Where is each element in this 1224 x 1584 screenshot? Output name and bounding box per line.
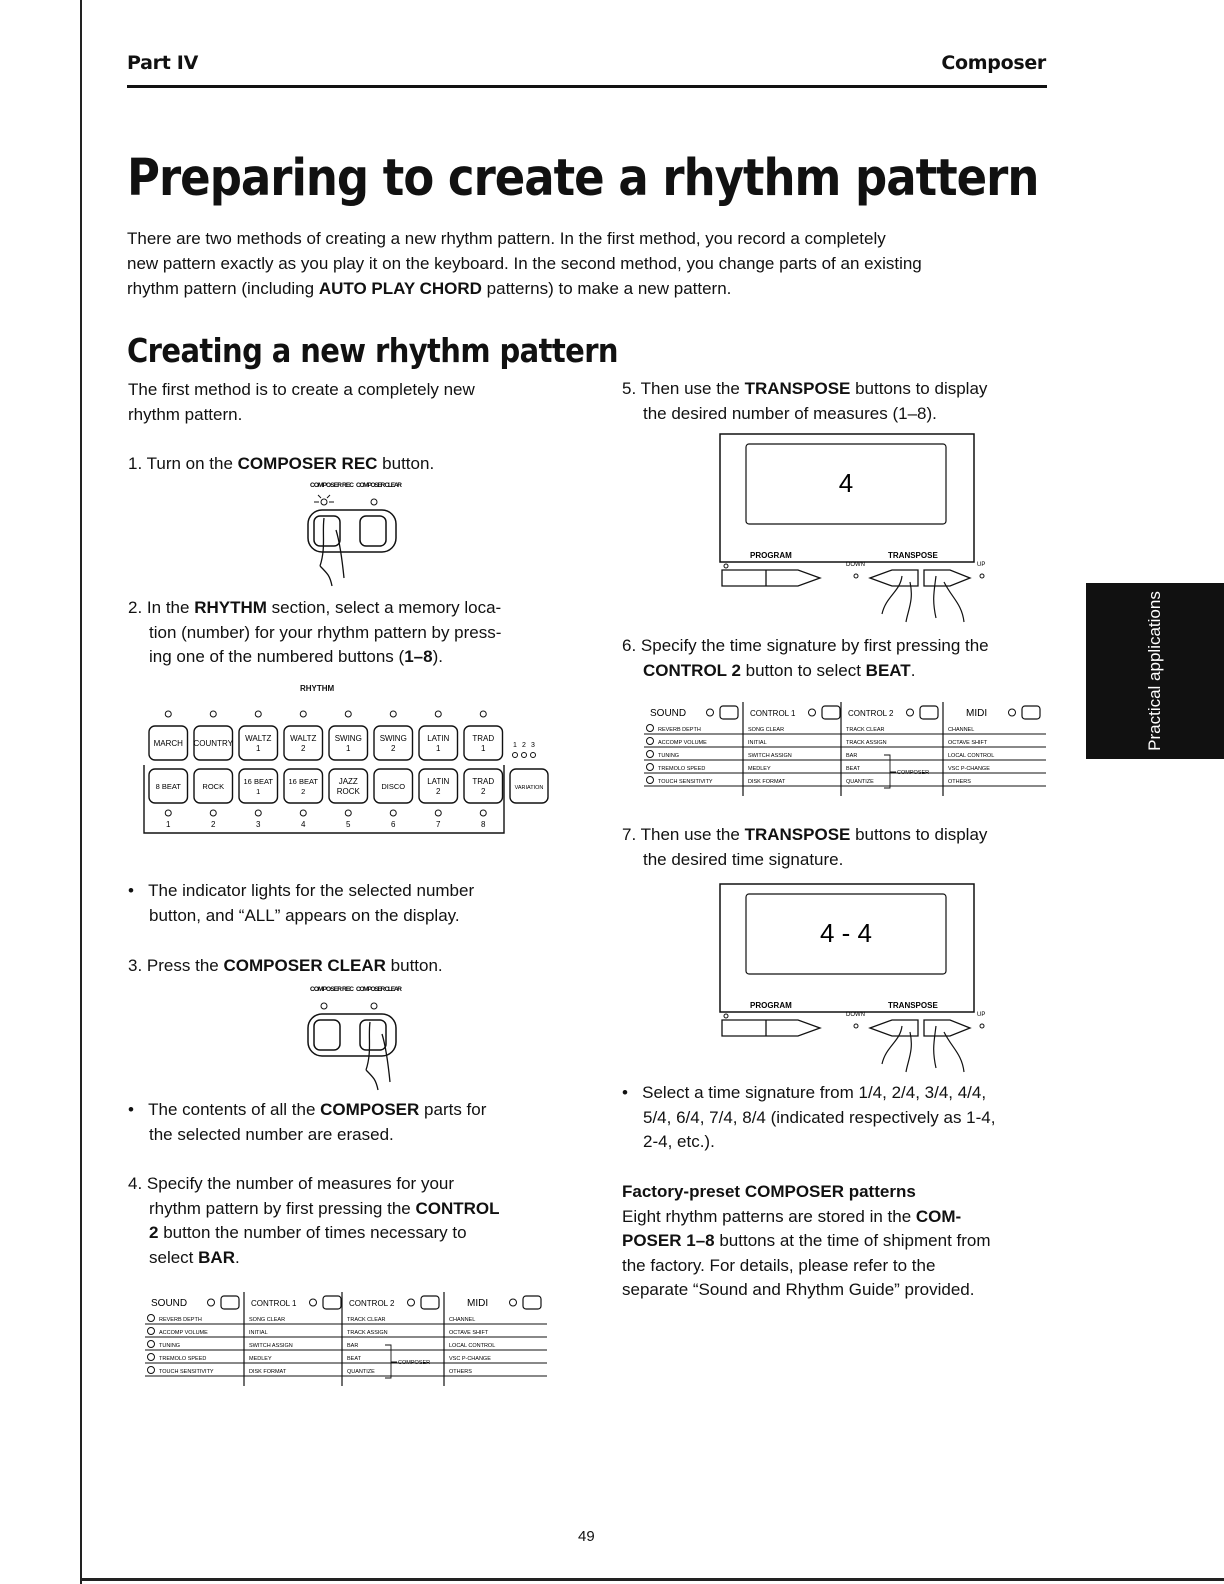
down-indicator-icon <box>854 574 858 578</box>
control-option: BEAT <box>846 766 860 772</box>
composer-rec-label: COMPOSER REC <box>310 482 354 489</box>
control-option: OCTAVE SHIFT <box>449 1330 489 1336</box>
factory-preset-title: Factory-preset COMPOSER patterns <box>622 1182 916 1201</box>
rhythm-button[interactable] <box>239 726 278 760</box>
rhythm-button-label: WALTZ <box>245 734 272 743</box>
transpose-label: TRANSPOSE <box>888 1001 938 1010</box>
row1-indicator-icon <box>210 711 216 717</box>
control-header: SOUND <box>151 1298 188 1309</box>
left-intro: The first method is to create a completely new rhythm pattern. <box>128 380 475 424</box>
rhythm-frame <box>144 765 504 833</box>
sound-indicator-icon <box>647 777 654 784</box>
section-title: Creating a new rhythm pattern <box>127 332 618 371</box>
pointing-hands-icon <box>882 576 964 622</box>
control-button[interactable] <box>720 706 738 719</box>
sound-indicator-icon <box>148 1354 155 1361</box>
pointing-hands-icon <box>882 1026 964 1072</box>
sound-indicator-icon <box>148 1315 155 1322</box>
up-indicator-icon <box>980 574 984 578</box>
control-option: OCTAVE SHIFT <box>948 740 988 746</box>
control-indicator-icon <box>907 709 914 716</box>
control-option: BAR <box>846 753 858 759</box>
composer-rec-button-2[interactable] <box>314 1020 340 1050</box>
control-option: TUNING <box>658 753 680 759</box>
header-part: Part IV <box>127 52 198 74</box>
rhythm-button-label: 8 BEAT <box>155 782 181 791</box>
control-option: BEAT <box>347 1356 361 1362</box>
control-option: ACCOMP VOLUME <box>658 740 707 746</box>
control-option: TOUCH SENSITIVITY <box>658 779 713 785</box>
control-panel-right <box>644 700 1049 800</box>
rhythm-button-label: DISCO <box>381 782 406 791</box>
row1-indicator-icon <box>390 711 396 717</box>
variation-indicator-icon <box>513 753 518 758</box>
control-option: VSC P-CHANGE <box>449 1356 491 1362</box>
step-4: 4. Specify the number of measures for your rhythm pattern by first pressing the CONTROL 2 button the number of times necessary to select BAR. <box>128 1174 500 1267</box>
sound-indicator-icon <box>148 1367 155 1374</box>
control-option: OTHERS <box>948 779 971 785</box>
control-indicator-icon <box>1009 709 1016 716</box>
bullet-erased: • The contents of all the COMPOSER parts for the selected number are erased. <box>128 1100 487 1144</box>
control-option: MEDLEY <box>249 1356 272 1362</box>
control-option: VSC P-CHANGE <box>948 766 990 772</box>
control-button[interactable] <box>523 1296 541 1309</box>
step-5: 5. Then use the TRANSPOSE buttons to display the desired number of measures (1–8). <box>622 379 988 423</box>
rhythm-button-label: LATIN <box>427 734 450 743</box>
variation-indicator-icon <box>522 753 527 758</box>
memory-number: 2 <box>211 820 216 829</box>
composer-bracket-label: COMPOSER <box>897 770 930 776</box>
sound-indicator-icon <box>148 1328 155 1335</box>
page-frame <box>80 0 82 1584</box>
control-option: TRACK ASSIGN <box>347 1330 388 1336</box>
control-option: TRACK ASSIGN <box>846 740 887 746</box>
intro-paragraph: There are two methods of creating a new rhythm pattern. In the first method, you record a completely new pattern exactly as you play it on the keyboard. In the second method, you change parts of an existing rhythm pattern (including AUTO PLAY CHORD patterns) to make a new pattern. <box>127 229 922 298</box>
rhythm-button-label: 2 <box>391 744 396 753</box>
rhythm-button-label: 2 <box>301 744 306 753</box>
header-rule <box>127 85 1047 88</box>
variation-button-label: VARIATION <box>514 785 544 791</box>
variation-indicator-icon <box>531 753 536 758</box>
control-option: TUNING <box>159 1343 181 1349</box>
rhythm-button-label: ROCK <box>336 787 360 796</box>
rhythm-button-label: 16 BEAT <box>288 777 318 786</box>
sound-indicator-icon <box>647 764 654 771</box>
control-option: OTHERS <box>449 1369 472 1375</box>
program-indicator-icon <box>724 564 728 568</box>
program-indicator-icon <box>724 1014 728 1018</box>
control-header: CONTROL 2 <box>349 1299 395 1308</box>
composer-buttons-diagram-2 <box>300 982 410 1094</box>
factory-preset-section: Factory-preset COMPOSER patterns Eight rhythm patterns are stored in the COM- POSER 1–8 buttons at the time of shipment from the factory. For details, please refer to the separate “Sound and Rhythm Guide” provided. <box>622 1182 991 1299</box>
display-frame <box>720 434 974 562</box>
control-option: INITIAL <box>249 1330 268 1336</box>
memory-indicator-icon <box>345 810 351 816</box>
control-indicator-icon <box>208 1299 215 1306</box>
program-label: PROGRAM <box>750 1001 792 1010</box>
rhythm-button-label: 1 <box>436 744 441 753</box>
control-option: SWITCH ASSIGN <box>748 753 792 759</box>
variation-number: 2 <box>522 742 526 749</box>
memory-number: 6 <box>391 820 396 829</box>
control-button[interactable] <box>1022 706 1040 719</box>
step-6: 6. Specify the time signature by first pressing the CONTROL 2 button to select BEAT. <box>622 636 989 680</box>
transpose-label: TRANSPOSE <box>888 551 938 560</box>
composer-bracket-label: COMPOSER <box>398 1360 431 1366</box>
rhythm-button-label: 1 <box>256 744 261 753</box>
control-option: QUANTIZE <box>347 1369 375 1375</box>
bullet-indicator: • The indicator lights for the selected number button, and “ALL” appears on the display. <box>128 881 475 925</box>
bullet-time-signature: • Select a time signature from 1/4, 2/4, 3/4, 4/4, 5/4, 6/4, 7/4, 8/4 (indicated respectively as 1-4, 2-4, etc.). <box>622 1083 996 1151</box>
rhythm-button-label: 2 <box>436 787 441 796</box>
down-label: DOWN <box>846 1012 865 1018</box>
rhythm-button-label: WALTZ <box>290 734 317 743</box>
control-button[interactable] <box>421 1296 439 1309</box>
composer-buttons-diagram <box>300 478 410 590</box>
control-option: DISK FORMAT <box>249 1369 287 1375</box>
rhythm-button[interactable] <box>284 769 323 803</box>
up-indicator-icon <box>980 1024 984 1028</box>
rhythm-button[interactable] <box>464 769 503 803</box>
control-header: MIDI <box>966 708 988 719</box>
control-header: CONTROL 1 <box>750 709 796 718</box>
control-option: ACCOMP VOLUME <box>159 1330 208 1336</box>
memory-number: 7 <box>436 820 441 829</box>
program-label: PROGRAM <box>750 551 792 560</box>
step-1: 1. Turn on the COMPOSER REC button. <box>128 454 435 473</box>
control-option: SONG CLEAR <box>249 1317 286 1323</box>
memory-number: 8 <box>481 820 486 829</box>
control-header: MIDI <box>467 1298 489 1309</box>
rhythm-panel-title: RHYTHM <box>300 684 335 693</box>
rhythm-button[interactable] <box>419 769 458 803</box>
memory-number: 1 <box>166 820 171 829</box>
rhythm-button-label: JAZZ <box>338 777 358 786</box>
control-option: QUANTIZE <box>846 779 874 785</box>
control-option: DISK FORMAT <box>748 779 786 785</box>
control-header: CONTROL 1 <box>251 1299 297 1308</box>
control-option: INITIAL <box>748 740 767 746</box>
page-number: 49 <box>578 1528 595 1545</box>
control-option: MEDLEY <box>748 766 771 772</box>
row1-indicator-icon <box>165 711 171 717</box>
rhythm-button-label: 2 <box>301 787 306 796</box>
page-title: Preparing to create a rhythm pattern <box>127 148 1039 208</box>
rhythm-button-label: SWING <box>334 734 362 743</box>
composer-clear-button[interactable] <box>360 516 386 546</box>
rhythm-button-label: 1 <box>481 744 486 753</box>
rhythm-button[interactable] <box>284 726 323 760</box>
row1-indicator-icon <box>480 711 486 717</box>
rhythm-button[interactable] <box>464 726 503 760</box>
rhythm-button-label: LATIN <box>427 777 450 786</box>
rhythm-button-label: ROCK <box>202 782 225 791</box>
control-indicator-icon <box>310 1299 317 1306</box>
rhythm-button-label: COUNTRY <box>193 739 233 748</box>
display-transpose-2 <box>710 880 1000 1080</box>
step-7: 7. Then use the TRANSPOSE buttons to display the desired time signature. <box>622 825 988 869</box>
down-indicator-icon <box>854 1024 858 1028</box>
control-option: SONG CLEAR <box>748 727 785 733</box>
display-transpose-1 <box>710 430 1000 630</box>
rhythm-button-label: TRAD <box>472 777 495 786</box>
clear-indicator-icon <box>371 499 377 505</box>
memory-indicator-icon <box>165 810 171 816</box>
control-option: TOUCH SENSITIVITY <box>159 1369 214 1375</box>
memory-number: 3 <box>256 820 261 829</box>
control-header: SOUND <box>650 708 687 719</box>
control-option: TREMOLO SPEED <box>658 766 706 772</box>
rhythm-panel <box>140 705 560 840</box>
memory-indicator-icon <box>210 810 216 816</box>
control-option: SWITCH ASSIGN <box>249 1343 293 1349</box>
control-option: CHANNEL <box>948 727 975 733</box>
control-option: REVERB DEPTH <box>159 1317 202 1323</box>
rhythm-button-label: 2 <box>481 787 486 796</box>
sound-indicator-icon <box>647 738 654 745</box>
up-label: UP <box>977 562 986 568</box>
control-button[interactable] <box>323 1296 341 1309</box>
memory-indicator-icon <box>390 810 396 816</box>
row1-indicator-icon <box>255 711 261 717</box>
control-indicator-icon <box>510 1299 517 1306</box>
rhythm-button-label: SWING <box>379 734 407 743</box>
lcd-value: 4 - 4 <box>819 918 873 948</box>
memory-number: 4 <box>301 820 306 829</box>
memory-number: 5 <box>346 820 351 829</box>
lcd-value: 4 <box>838 468 854 498</box>
control-option: TRACK CLEAR <box>846 727 885 733</box>
control-button[interactable] <box>920 706 938 719</box>
rhythm-button-label: MARCH <box>153 739 183 748</box>
composer-clear-label-2: COMPOSER CLEAR <box>356 986 402 993</box>
down-label: DOWN <box>846 562 865 568</box>
variation-number: 1 <box>513 742 517 749</box>
rhythm-button-label: 16 BEAT <box>243 777 273 786</box>
transpose-up-button[interactable] <box>924 570 970 586</box>
sound-indicator-icon <box>647 751 654 758</box>
control-option: REVERB DEPTH <box>658 727 701 733</box>
rhythm-button-label: 1 <box>256 787 261 796</box>
sound-indicator-icon <box>148 1341 155 1348</box>
rhythm-button[interactable] <box>329 726 368 760</box>
row1-indicator-icon <box>300 711 306 717</box>
control-option: TRACK CLEAR <box>347 1317 386 1323</box>
control-option: TREMOLO SPEED <box>159 1356 207 1362</box>
step-3: 3. Press the COMPOSER CLEAR button. <box>128 956 443 975</box>
control-option: CHANNEL <box>449 1317 476 1323</box>
control-option: LOCAL CONTROL <box>948 753 995 759</box>
memory-indicator-icon <box>255 810 261 816</box>
composer-clear-label: COMPOSER CLEAR <box>356 482 402 489</box>
side-tab: Practical applications <box>1086 583 1224 759</box>
memory-indicator-icon <box>300 810 306 816</box>
rhythm-button[interactable] <box>419 726 458 760</box>
control-option: BAR <box>347 1343 359 1349</box>
rhythm-button[interactable] <box>329 769 368 803</box>
control-indicator-icon <box>408 1299 415 1306</box>
sound-indicator-icon <box>647 725 654 732</box>
control-button[interactable] <box>822 706 840 719</box>
program-button[interactable] <box>722 1020 820 1036</box>
rhythm-button-label: TRAD <box>472 734 495 743</box>
memory-indicator-icon <box>480 810 486 816</box>
transpose-up-button[interactable] <box>924 1020 970 1036</box>
row1-indicator-icon <box>435 711 441 717</box>
control-panel-left <box>145 1290 550 1390</box>
control-indicator-icon <box>707 709 714 716</box>
rhythm-button[interactable] <box>239 769 278 803</box>
control-button[interactable] <box>221 1296 239 1309</box>
rhythm-button[interactable] <box>374 726 413 760</box>
rhythm-button-label: 1 <box>346 744 351 753</box>
control-header: CONTROL 2 <box>848 709 894 718</box>
control-option: LOCAL CONTROL <box>449 1343 496 1349</box>
row1-indicator-icon <box>345 711 351 717</box>
memory-indicator-icon <box>435 810 441 816</box>
rec-indicator-icon <box>321 499 327 505</box>
page-frame-bottom <box>80 1578 1224 1581</box>
header-section: Composer <box>941 52 1046 74</box>
variation-number: 3 <box>531 742 535 749</box>
step-2: 2. In the RHYTHM section, select a memory loca- tion (number) for your rhythm pattern by press- ing one of the numbered buttons (1–8). <box>128 598 502 666</box>
composer-rec-label-2: COMPOSER REC <box>310 986 354 993</box>
program-button[interactable] <box>722 570 820 586</box>
control-indicator-icon <box>809 709 816 716</box>
display-frame <box>720 884 974 1012</box>
up-label: UP <box>977 1012 986 1018</box>
